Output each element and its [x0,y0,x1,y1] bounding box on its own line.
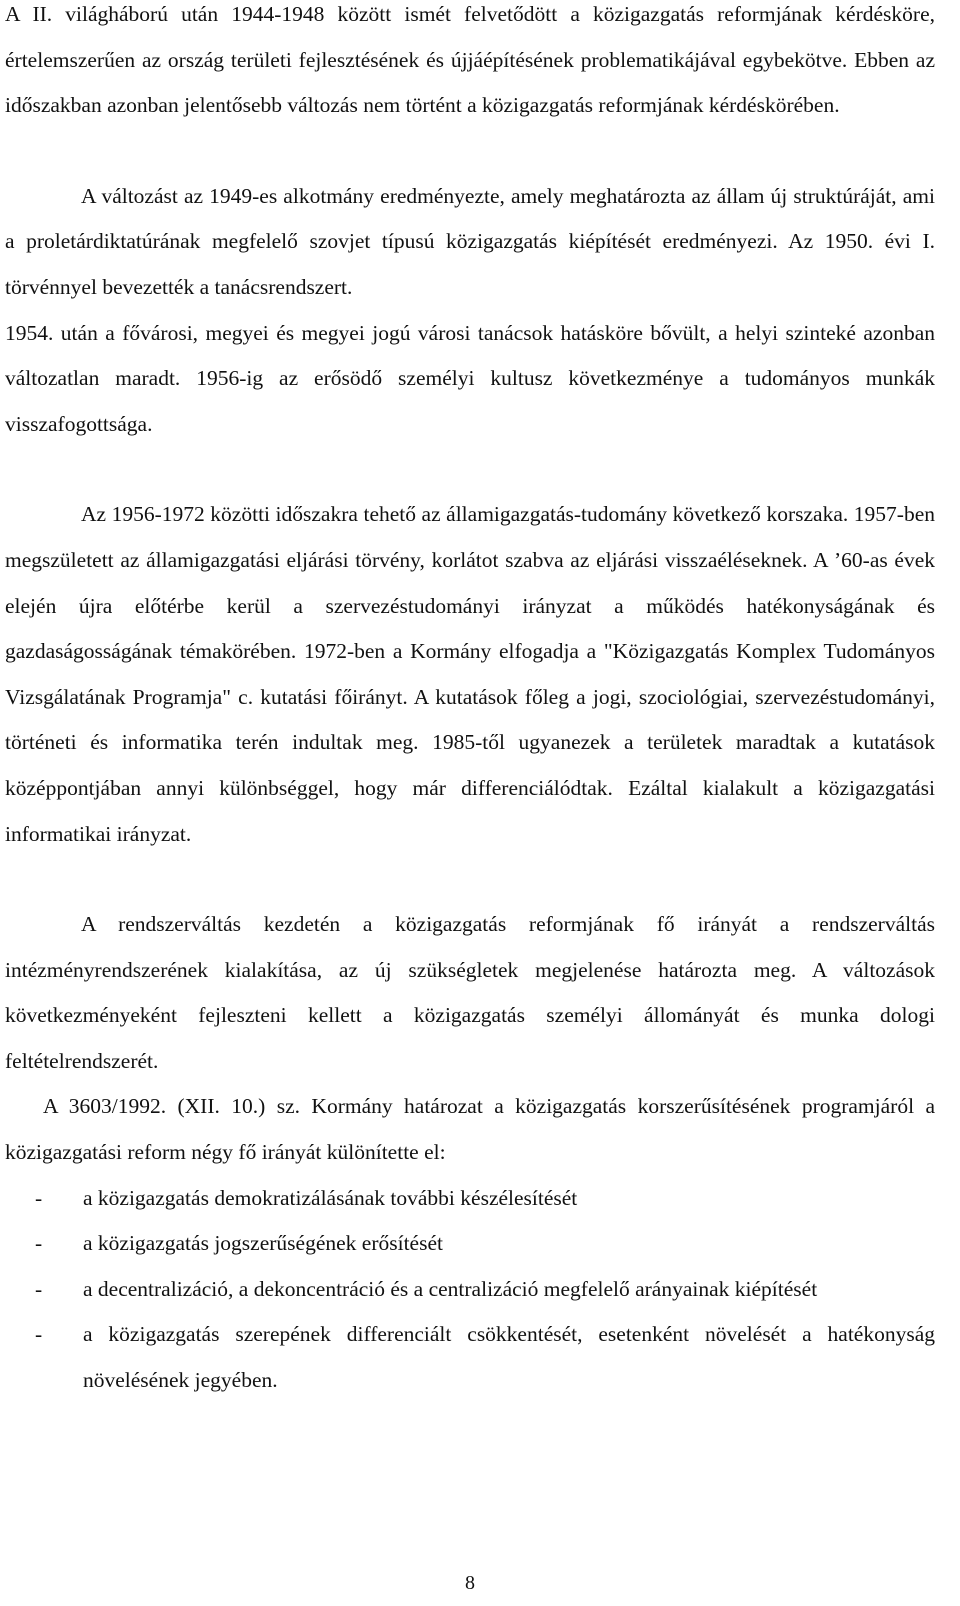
dash-bullet: - [35,1322,43,1347]
list-item-text: a közigazgatás szerepének differenciált csökkentését, esetenként növelését a hatékonyság növelésének jegyében. [83,1322,935,1393]
page-number: 8 [465,1572,475,1594]
paragraph-postwar-reform: A II. világháború után 1944-1948 között ismét felvetődött a közigazgatás reformjának kérdésköre, értelemszerűen az ország területi fejlesztésének és újjáépítésének problematikájával egybekötve. Ebben az időszakban azonban jelentősebb változás nem történt a közigazgatás reformjának kérdéskörében. [5,2,935,118]
paragraph-1954-councils: 1954. után a fővárosi, megyei és megyei jogú városi tanácsok hatásköre bővült, a helyi szinteké azonban változatlan maradt. 1956-ig az erősödő személyi kultusz következménye a tudományos munkák visszafogottsága. [5,320,935,436]
list-item-text: a közigazgatás demokratizálásának további készélesítését [83,1185,578,1210]
list-item-text: a közigazgatás jogszerűségének erősítését [83,1231,443,1256]
paragraph-gap [5,129,935,174]
list-item [5,1312,935,1403]
paragraph-1956-1972-era: Az 1956-1972 közötti időszakra tehető az államigazgatás-tudomány következő korszaka. 1957-ben megszületett az államigazgatási eljárási törvény, korlátot szabva az eljárási visszaéléseknek. A ’60-as évek elején újra előtérbe kerül a szervezéstudományi irányzat a működés hatékonyságának és gazdaságosságának témakörében. 1972-ben a Kormány elfogadja a "Közigazgatás Komplex Tudományos Vizsgálatának Programja" c. kutatási főirányt. A kutatások főleg a jogi, szociológiai, szervezéstudományi, történeti és informatika terén indultak meg. 1985-től ugyanezek a területek maradtak a kutatások középpontjában annyi különbséggel, hogy már differenciálódtak. Ezáltal kialakult a közigazgatási informatikai irányzat. [5,502,935,846]
list-item [5,1221,935,1267]
list-item [5,1267,935,1313]
list-item [5,1176,935,1222]
dash-bullet: - [35,1231,43,1256]
document-page [5,0,935,1404]
paragraph-1949-constitution: A változást az 1949-es alkotmány eredményezte, amely meghatározta az állam új struktúráját, ami a proletárdiktatúrának megfelelő szovjet típusú közigazgatás kiépítését eredményezi. Az 1950. évi I. törvénnyel bevezették a tanácsrendszert. [5,183,935,299]
paragraph-gap [5,447,935,492]
paragraph-regime-change: A rendszerváltás kezdetén a közigazgatás reformjának fő irányát a rendszerváltás intézményrendszerének kialakítása, az új szükségletek megjelenése határozta meg. A változások következményeként fejleszteni kellett a közigazgatás személyi állományát és munka dologi feltételrendszerét. [5,912,935,1073]
dash-bullet: - [35,1276,43,1301]
list-item-text: a decentralizáció, a dekoncentráció és a centralizáció megfelelő arányainak kiépítését [83,1276,818,1301]
dash-bullet: - [35,1185,43,1210]
paragraph-gap [5,857,935,902]
reform-directions-list [5,1176,935,1404]
paragraph-government-resolution: A 3603/1992. (XII. 10.) sz. Kormány határozat a közigazgatás korszerűsítésének programjáról a közigazgatási reform négy fő irányát különítette el: [5,1094,935,1165]
